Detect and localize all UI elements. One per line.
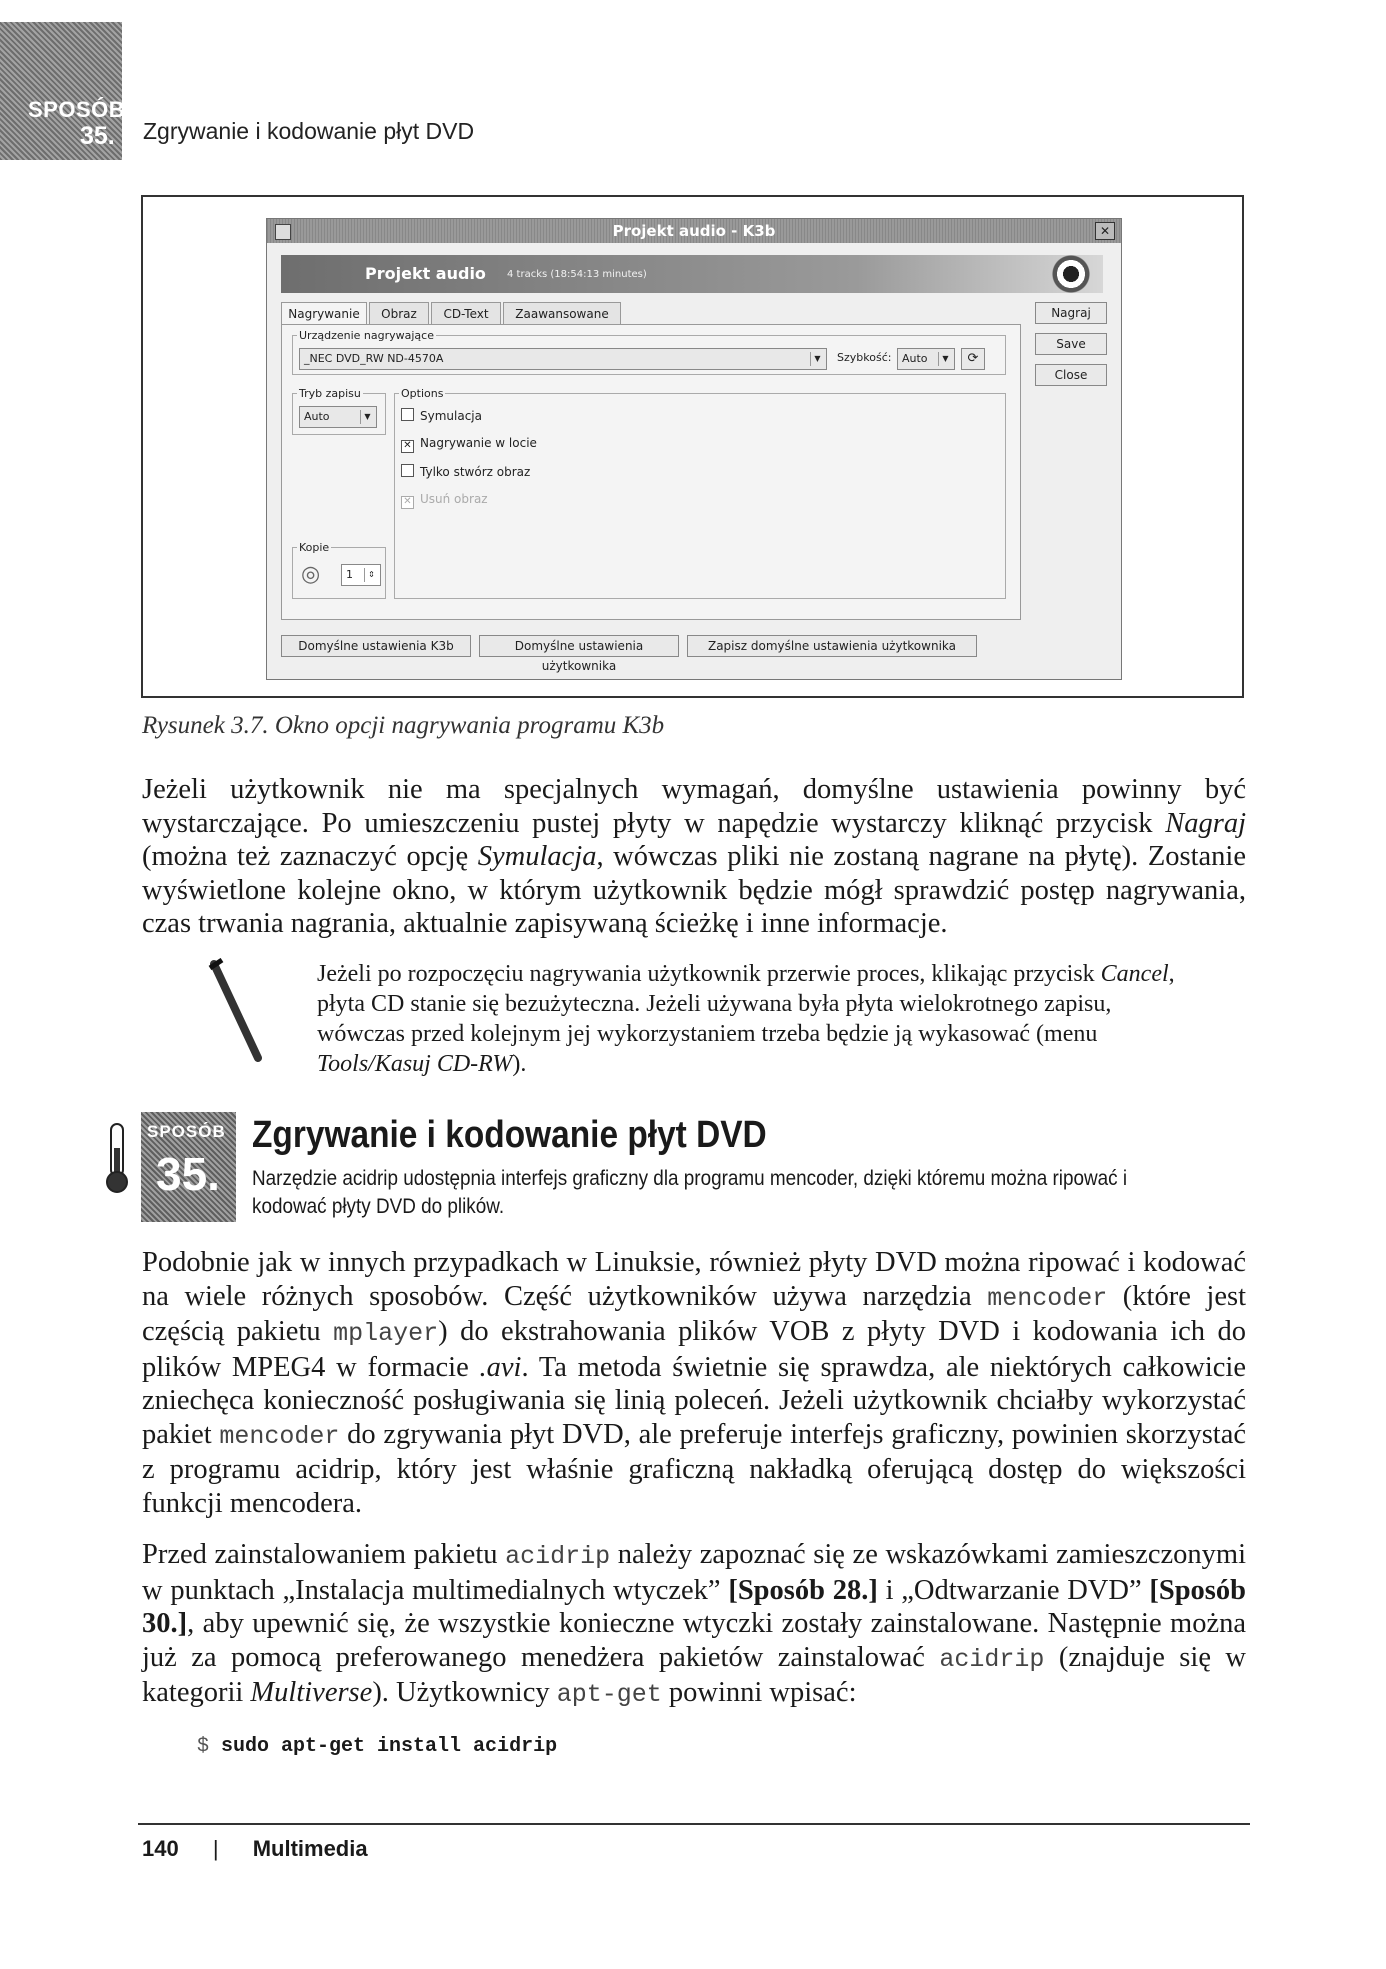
spin-arrows-icon: ⇕	[364, 568, 378, 582]
tab-nagrywanie[interactable]: Nagrywanie	[281, 302, 367, 326]
copies-group	[292, 541, 386, 599]
para2-mencoder-1: mencoder	[987, 1283, 1108, 1313]
hack-badge-word: SPOSÓB	[147, 1122, 226, 1141]
para3-acidrip-2: acidrip	[939, 1644, 1045, 1674]
speed-value: Auto	[902, 352, 928, 365]
para3-apt-get: apt-get	[556, 1680, 662, 1709]
only-image-label: Tylko stwórz obraz	[420, 465, 531, 479]
chevron-down-icon: ▼	[360, 410, 374, 424]
command-prompt: $	[197, 1735, 222, 1758]
command-text: sudo apt-get install acidrip	[221, 1735, 558, 1758]
speed-select[interactable]	[897, 348, 955, 370]
page-footer	[142, 1836, 368, 1862]
figure-caption: Rysunek 3.7. Okno opcji nagrywania programu K3b	[142, 712, 665, 739]
paragraph-1	[142, 773, 1246, 941]
copies-spinbox[interactable]	[341, 564, 381, 586]
on-the-fly-checkbox[interactable]: ✕ Nagrywanie w locie	[401, 436, 537, 453]
banner-title: Projekt audio	[365, 264, 486, 283]
footer-separator: |	[212, 1836, 219, 1861]
para3-text-d: , aby upewnić się, że wszystkie konieczne wtyczki zostały zainstalowane. Następnie można już za pomocą preferowanego menedżera pakietów zainstalować	[142, 1608, 1246, 1673]
para2-mplayer: mplayer	[333, 1319, 439, 1348]
paragraph-2	[142, 1246, 1246, 1520]
note-text-b: , płyta CD stanie się bezużyteczna. Jeżeli używana była płyta wielokrotnego zapisu, wówczas przed kolejnym jej wykorzystaniem trzeba będzie ją wykasować (menu	[317, 961, 1175, 1047]
note-menu: Tools/Kasuj CD-RW	[317, 1051, 513, 1077]
banner-subtitle: 4 tracks (18:54:13 minutes)	[507, 269, 647, 280]
options-group-label: Options	[401, 387, 444, 400]
note-text-a: Jeżeli po rozpoczęciu nagrywania użytkownik przerwie proces, klikając przycisk	[317, 961, 1101, 987]
footer-section: Multimedia	[252, 1836, 368, 1861]
command-line	[197, 1735, 557, 1758]
only-image-checkbox[interactable]	[401, 464, 530, 479]
write-mode-group	[292, 387, 386, 435]
running-head: Zgrywanie i kodowanie płyt DVD	[143, 118, 475, 144]
burn-button[interactable]: Nagraj	[1035, 302, 1107, 324]
para3-text-g: powinni wpisać:	[661, 1677, 857, 1708]
para1-text-c: , wówczas pliki nie zostaną nagrane na płytę). Zostanie wyświetlone kolejne okno, w którym użytkownik będzie mógł sprawdzić postęp nagrywania, czas trwania nagrania, aktualnie zapisywaną ścieżkę i inne informacje.	[142, 841, 1246, 939]
para2-text-b: (które jest częścią pakietu	[142, 1280, 1246, 1347]
window-title: Projekt audio - K3b	[612, 222, 776, 240]
on-the-fly-label: Nagrywanie w locie	[420, 436, 537, 450]
para3-text-b: należy zapoznać się ze wskazówkami zamieszczonymi w punktach „Instalacja multimedialnych wtyczek”	[142, 1539, 1246, 1606]
window-titlebar	[267, 219, 1121, 243]
write-mode-select[interactable]	[299, 406, 377, 428]
para3-text-f: ). Użytkownicy	[372, 1677, 557, 1708]
thermometer-icon	[104, 1122, 130, 1194]
device-select[interactable]	[299, 348, 827, 370]
device-group-label: Urządzenie nagrywające	[299, 329, 434, 342]
note-text	[317, 959, 1197, 1079]
cd-copies-icon: ◎	[301, 562, 321, 587]
para3-text-a: Przed zainstalowaniem pakietu	[142, 1539, 506, 1570]
screw-note-icon	[208, 958, 268, 1068]
options-group	[394, 387, 1006, 599]
k3b-window	[266, 218, 1122, 680]
para2-text-d: . Ta metoda świetnie się sprawdza, ale niektórych całkowicie zniechęca konieczność posługiwania się linią poleceń. Jeżeli użytkownik chciałby wykorzystać pakiet	[142, 1351, 1247, 1450]
chapter-tab-word: SPOSÓB	[28, 97, 126, 122]
burning-panel	[281, 324, 1021, 620]
para3-text-e: (znajduje się w kategorii	[142, 1641, 1246, 1708]
hack-title: Zgrywanie i kodowanie płyt DVD	[252, 1114, 767, 1156]
para3-text-c: i „Odtwarzanie DVD”	[877, 1574, 1150, 1606]
write-mode-label: Tryb zapisu	[299, 387, 361, 400]
remove-image-label: Usuń obraz	[420, 492, 488, 506]
tab-zaawansowane[interactable]: Zaawansowane	[503, 302, 621, 324]
para2-text-e: do zgrywania płyt DVD, ale preferuje interfejs graficzny, powinien skorzystać z programu acidrip, który jest właśnie graficzną nakładką oferującą dostęp do większości funkcji mencodera.	[142, 1418, 1246, 1519]
save-button[interactable]: Save	[1035, 333, 1107, 355]
write-mode-value: Auto	[304, 410, 330, 423]
chevron-down-icon: ▼	[810, 352, 824, 366]
paragraph-3	[142, 1538, 1246, 1712]
simulation-label: Symulacja	[420, 409, 482, 423]
device-group	[292, 329, 1006, 375]
para1-nagraj: Nagraj	[1165, 807, 1246, 839]
simulation-checkbox[interactable]	[401, 408, 482, 423]
para3-acidrip-1: acidrip	[505, 1542, 611, 1571]
para1-text-b: (można też zaznaczyć opcję	[142, 841, 478, 872]
para2-text-a: Podobnie jak w innych przypadkach w Linuksie, również płyty DVD można ripować i kodować na wiele różnych sposobów. Część użytkowników używa narzędzia	[142, 1247, 1246, 1312]
project-banner	[281, 255, 1103, 293]
hack-badge-number: 35.	[156, 1148, 220, 1200]
para2-mencoder-2: mencoder	[219, 1421, 340, 1451]
k3b-defaults-button[interactable]: Domyślne ustawienia K3b	[281, 635, 471, 657]
chapter-tab	[0, 22, 126, 160]
close-button[interactable]: Close	[1035, 364, 1107, 386]
tab-cd-text[interactable]: CD-Text	[431, 302, 501, 324]
refresh-icon[interactable]: ⟳	[961, 348, 985, 370]
para1-symulacja: Symulacja	[477, 841, 597, 872]
para3-ref-1: [Sposób 28.]	[728, 1574, 878, 1606]
device-value: _NEC DVD_RW ND-4570A	[304, 352, 444, 365]
chapter-tab-number: 35.	[80, 122, 115, 150]
note-text-c: ).	[512, 1051, 527, 1077]
footer-rule	[138, 1823, 1250, 1825]
note-cancel: Cancel	[1100, 961, 1169, 987]
tab-obraz[interactable]: Obraz	[369, 302, 429, 324]
para3-multiverse: Multiverse	[250, 1677, 373, 1708]
user-defaults-button[interactable]: Domyślne ustawienia użytkownika	[479, 635, 679, 657]
page-number: 140	[142, 1836, 179, 1861]
para1-text-a: Jeżeli użytkownik nie ma specjalnych wymagań, domyślne ustawienia powinny być wystarczające. Po umieszczeniu pustej płyty w napędzie wystarczy kliknąć przycisk	[142, 774, 1246, 839]
window-close-icon[interactable]: ✕	[1095, 222, 1115, 240]
hack-badge	[141, 1112, 236, 1222]
speed-label: Szybkość:	[837, 351, 892, 364]
k3b-logo-icon	[1023, 255, 1103, 293]
para2-text-c: ) do ekstrahowania plików VOB z płyty DVD i kodowania ich do plików MPEG4 w formacie	[142, 1316, 1246, 1383]
copies-value: 1	[346, 568, 353, 581]
remove-image-checkbox[interactable]: ✕ Usuń obraz	[401, 492, 488, 509]
chevron-down-icon: ▼	[938, 352, 952, 366]
save-user-defaults-button[interactable]: Zapisz domyślne ustawienia użytkownika	[687, 635, 977, 657]
copies-group-label: Kopie	[299, 541, 330, 554]
para3-ref-2: [Sposób 30.]	[142, 1574, 1246, 1639]
para2-avi: .avi	[479, 1351, 522, 1383]
hack-subtitle: Narzędzie acidrip udostępnia interfejs graficzny dla programu mencoder, dzięki któremu można ripować i kodować płyty DVD do plików.	[252, 1167, 1128, 1218]
